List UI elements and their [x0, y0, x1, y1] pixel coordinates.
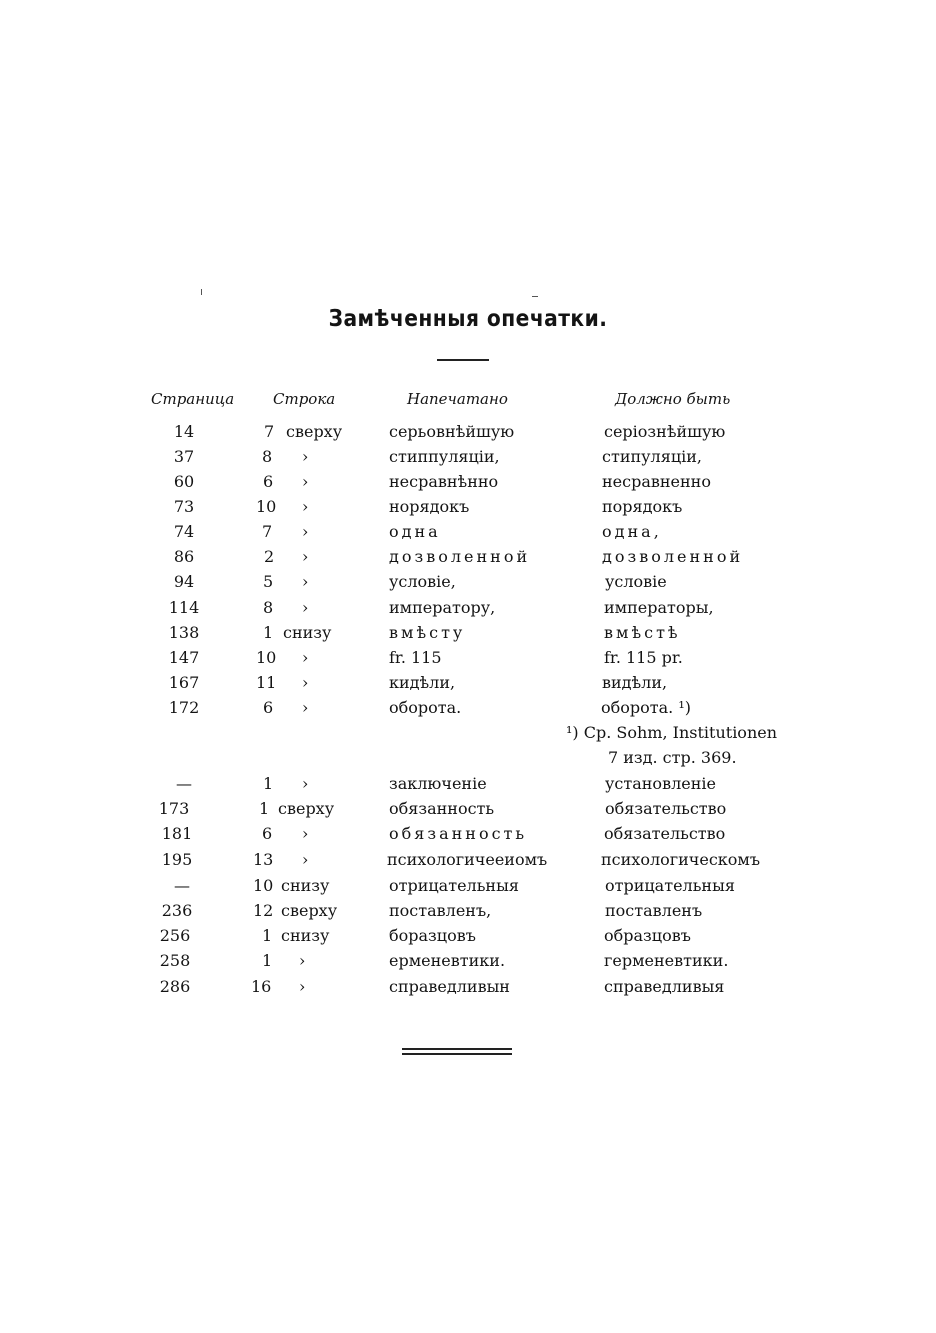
- footnote-line-2: 7 изд. стр. 369.: [608, 748, 737, 767]
- table-row: [0, 522, 936, 547]
- line-number: 12: [253, 901, 274, 920]
- page-number: 236: [161, 901, 193, 920]
- printed-text: обязанность: [389, 824, 528, 843]
- correct-text: видѣли,: [602, 673, 668, 692]
- correct-text: несравненно: [602, 472, 711, 491]
- page-number: 14: [173, 422, 195, 441]
- line-direction: ›: [302, 850, 309, 869]
- line-direction: ›: [302, 698, 309, 717]
- line-number: 1: [263, 623, 274, 642]
- correct-text: установленiе: [605, 774, 716, 793]
- printed-text: обязанность: [389, 799, 495, 818]
- header-page: Страница: [151, 390, 235, 408]
- correct-text: оборота. ¹): [601, 698, 691, 717]
- line-direction: сверху: [286, 422, 343, 441]
- line-number: 1: [262, 951, 273, 970]
- footnote-line-1: ¹) Cp. Sohm, Institutionen: [566, 723, 778, 742]
- page-number: 74: [173, 522, 195, 541]
- page-number: 73: [173, 497, 195, 516]
- table-row: [0, 422, 936, 447]
- table-row: [0, 572, 936, 597]
- printed-text: боразцовъ: [389, 926, 476, 945]
- table-row: [0, 698, 936, 723]
- printed-text: кидѣли,: [389, 673, 456, 692]
- correct-text: одна,: [602, 522, 662, 541]
- line-direction: ›: [302, 522, 309, 541]
- correct-text: отрицательныя: [605, 876, 735, 895]
- line-direction: ›: [302, 598, 309, 617]
- printed-text: стиппуляцiи,: [389, 447, 500, 466]
- correct-text: дозволенной: [602, 547, 744, 566]
- end-rule-top: [402, 1048, 512, 1050]
- line-number: 10: [253, 876, 274, 895]
- line-direction: ›: [302, 648, 309, 667]
- correct-text: психологическомъ: [601, 850, 761, 869]
- table-row: [0, 673, 936, 698]
- stray-mark: [201, 289, 202, 295]
- table-row: [0, 447, 936, 472]
- line-number: 1: [262, 926, 273, 945]
- page-title: Замѣченныя опечатки.: [328, 306, 608, 332]
- printed-text: норядокъ: [389, 497, 470, 516]
- line-direction: ›: [302, 824, 309, 843]
- line-number: 11: [256, 673, 277, 692]
- header-line: Строка: [273, 390, 336, 408]
- page-number: 286: [159, 977, 191, 996]
- line-number: 6: [263, 472, 274, 491]
- table-row: [0, 824, 936, 849]
- printed-text: психологичееиомъ: [387, 850, 548, 869]
- line-direction: ›: [302, 774, 309, 793]
- page-number: 167: [168, 673, 200, 692]
- printed-text: поставленъ,: [389, 901, 492, 920]
- line-number: 6: [263, 698, 274, 717]
- printed-text: вмѣсту: [389, 623, 466, 642]
- printed-text: ерменевтики.: [389, 951, 506, 970]
- correct-text: поставленъ: [605, 901, 703, 920]
- table-row: [0, 472, 936, 497]
- printed-text: заключенiе: [389, 774, 487, 793]
- correct-text: условiе: [605, 572, 667, 591]
- line-direction: снизу: [283, 623, 332, 642]
- line-number: 7: [264, 422, 275, 441]
- line-direction: сверху: [278, 799, 335, 818]
- stray-mark: [532, 296, 538, 297]
- correct-text: обязательство: [605, 799, 727, 818]
- page-number: 147: [168, 648, 200, 667]
- line-direction: ›: [299, 951, 306, 970]
- line-number: 13: [253, 850, 274, 869]
- line-number: 8: [262, 447, 273, 466]
- line-direction: ›: [302, 547, 309, 566]
- title-rule: [437, 359, 489, 361]
- correct-text: вмѣстѣ: [604, 623, 681, 642]
- line-direction: ›: [302, 572, 309, 591]
- printed-text: fr. 115: [389, 648, 442, 667]
- line-direction: сверху: [281, 901, 338, 920]
- printed-text: дозволенной: [389, 547, 531, 566]
- table-row: [0, 774, 936, 799]
- page-number: 94: [173, 572, 195, 591]
- table-row: [0, 648, 936, 673]
- line-number: 8: [263, 598, 274, 617]
- page-number: 37: [173, 447, 195, 466]
- line-number: 2: [264, 547, 275, 566]
- table-row: [0, 951, 936, 976]
- correct-text: герменевтики.: [604, 951, 729, 970]
- page-number: —: [176, 774, 192, 793]
- line-direction: ›: [302, 673, 309, 692]
- page-number: 173: [158, 799, 190, 818]
- table-row: [0, 901, 936, 926]
- line-direction: ›: [302, 497, 309, 516]
- line-number: 5: [263, 572, 274, 591]
- line-direction: снизу: [281, 876, 330, 895]
- printed-text: серьовнѣйшую: [389, 422, 515, 441]
- printed-text: справедливын: [389, 977, 510, 996]
- printed-text: условiе,: [389, 572, 456, 591]
- page-number: 181: [161, 824, 193, 843]
- correct-text: императоры,: [604, 598, 714, 617]
- page-number: 60: [173, 472, 195, 491]
- header-correct: Должно быть: [615, 390, 731, 408]
- table-row: [0, 598, 936, 623]
- page-number: 114: [168, 598, 200, 617]
- correct-text: образцовъ: [604, 926, 691, 945]
- correct-text: обязательство: [604, 824, 726, 843]
- line-direction: ›: [302, 472, 309, 491]
- table-row: [0, 850, 936, 875]
- line-number: 6: [262, 824, 273, 843]
- correct-text: порядокъ: [602, 497, 683, 516]
- line-number: 1: [259, 799, 270, 818]
- table-row: [0, 497, 936, 522]
- correct-text: стипуляцiи,: [602, 447, 702, 466]
- printed-text: оборота.: [389, 698, 462, 717]
- line-number: 1: [263, 774, 274, 793]
- page-number: 172: [168, 698, 200, 717]
- table-row: [0, 876, 936, 901]
- header-printed: Напечатано: [407, 390, 508, 408]
- page-number: 256: [159, 926, 191, 945]
- correct-text: fr. 115 pr.: [604, 648, 683, 667]
- page-number: 138: [168, 623, 200, 642]
- line-number: 10: [256, 648, 277, 667]
- line-direction: ›: [302, 447, 309, 466]
- end-rule-bottom: [402, 1053, 512, 1055]
- printed-text: одна: [389, 522, 441, 541]
- table-row: [0, 926, 936, 951]
- printed-text: отрицательныя: [389, 876, 519, 895]
- correct-text: серiознѣйшую: [604, 422, 726, 441]
- printed-text: несравнѣнно: [389, 472, 499, 491]
- page-number: 86: [173, 547, 195, 566]
- table-row: [0, 799, 936, 824]
- page-number: —: [174, 876, 190, 895]
- table-row: [0, 547, 936, 572]
- line-number: 7: [262, 522, 273, 541]
- line-number: 10: [256, 497, 277, 516]
- page-number: 195: [161, 850, 193, 869]
- table-row: [0, 623, 936, 648]
- printed-text: императору,: [389, 598, 496, 617]
- page-number: 258: [159, 951, 191, 970]
- line-direction: ›: [299, 977, 306, 996]
- line-direction: снизу: [281, 926, 330, 945]
- correct-text: справедливыя: [604, 977, 725, 996]
- line-number: 16: [251, 977, 272, 996]
- table-row: [0, 977, 936, 1002]
